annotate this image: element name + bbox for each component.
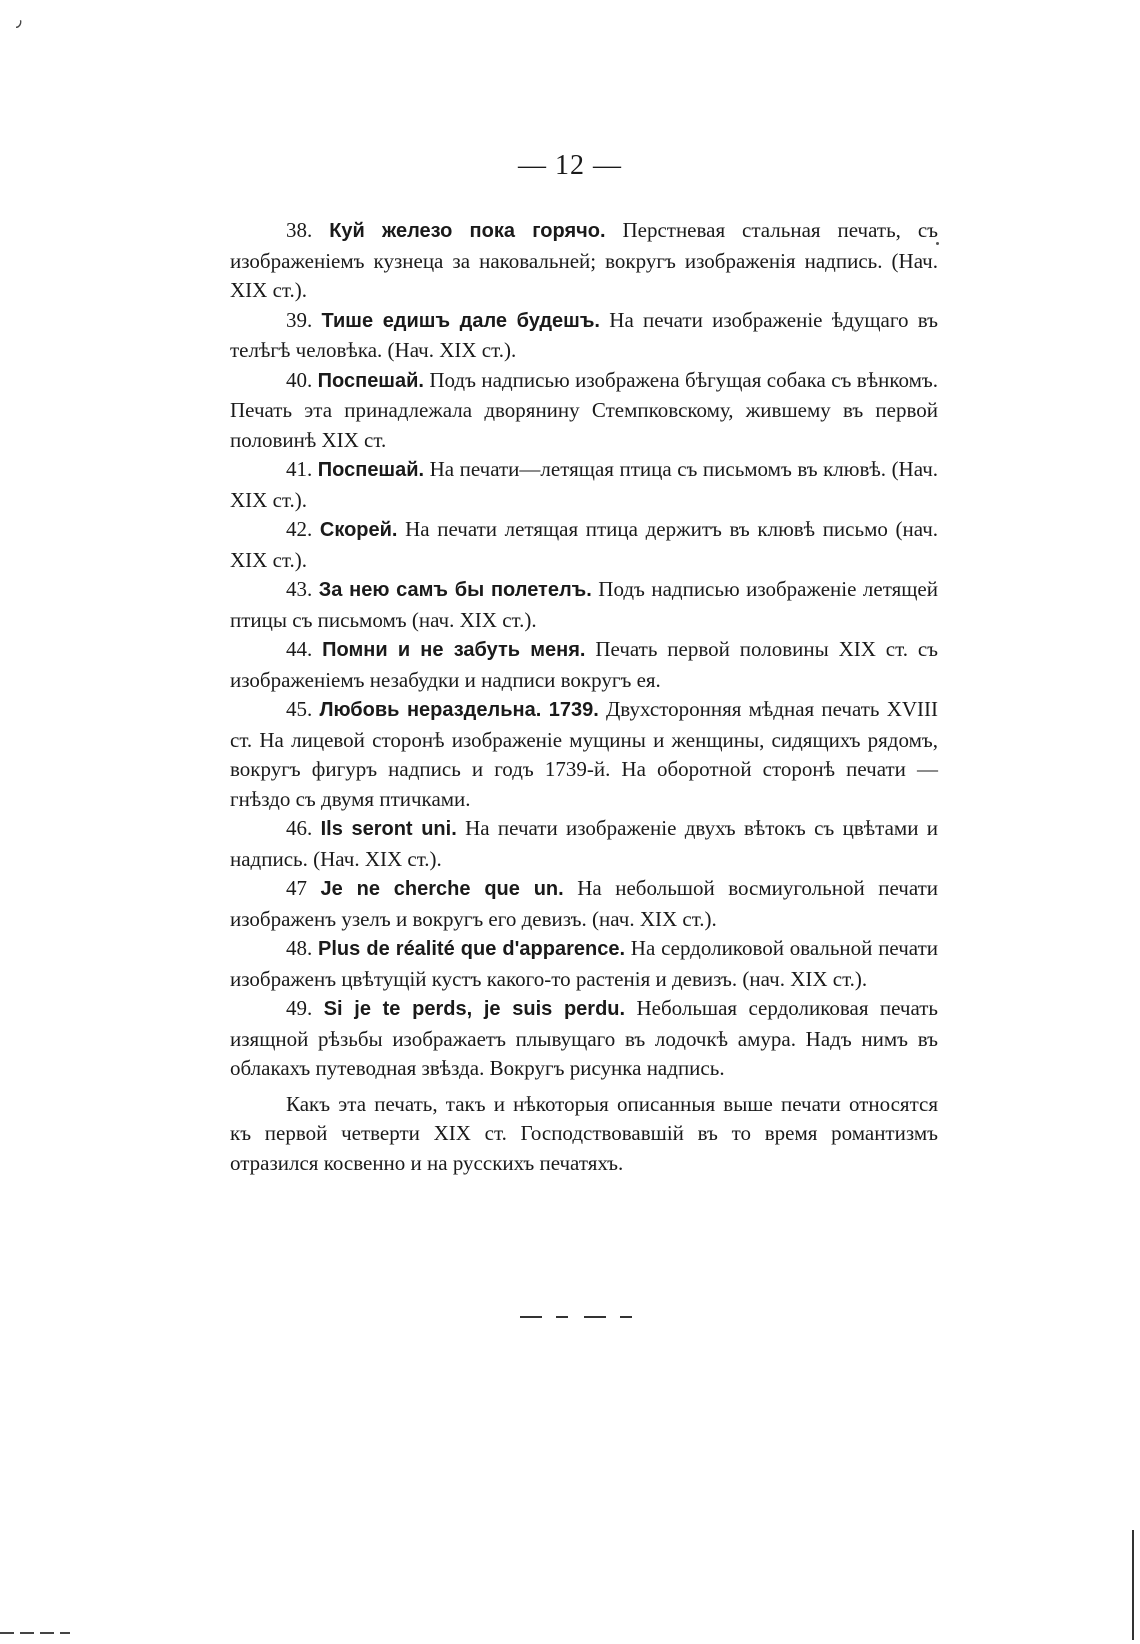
entry-48: 48. Plus de réalité que d'apparence. На сердоликовой овальной печати изображенъ цвѣтущій кустъ какого-то растенія и девизъ. (нач. XIX ст.). [230,936,938,991]
closing-paragraph: Какъ эта печать, такъ и нѣкоторыя описанныя выше печати относятся къ первой четверти XIX ст. Господствовавшій въ то время романтизмъ отразился косвенно и на русскихъ печатяхъ. [230,1091,938,1175]
entry-motto: Si je te perds, je suis perdu. [323,998,626,1020]
entry-46: 46. Ils seront uni. На печати изображеніе двухъ вѣтокъ съ цвѣтами и надпись. (Нач. XIX ст.). [230,816,938,871]
entry-41: 41. Поспешай. На печати—летящая птица съ письмомъ въ клювѣ. (Нач. XIX ст.). [230,457,939,512]
entry-description: На печати изображеніе двухъ вѣтокъ съ цвѣтами и надпись. (Нач. XIX ст.). [230,816,938,871]
entry-45: 45. Любовь нераздельна. 1739. Двухсторонняя мѣдная печать XVIII ст. На лицевой сторонѣ изображеніе мущины и женщины, сидящихъ рядомъ, вокругъ фигуръ надпись и годъ 1739-й. На оборотной сторонѣ печати — гнѣздо съ двумя птичками. [230,697,939,811]
end-ornament-rule [520,1316,640,1318]
entry-description: Подъ надписью изображена бѣгущая собака съ вѣнкомъ. Печать эта принадлежала дворянину Стемпковскому, жившему въ первой половинѣ XIX ст. [230,367,938,452]
paper-speck [936,242,939,245]
entry-description: На сердоликовой овальной печати изображенъ цвѣтущій кустъ какого-то растенія и девизъ. (нач. XIX ст.). [230,936,938,991]
corner-ink-mark: ٫ [16,10,22,31]
entry-motto: Поспешай. [317,369,424,392]
entry-40: 40. Поспешай. Подъ надписью изображена бѣгущая собака съ вѣнкомъ. Печать эта принадлежала дворянину Стемпковскому, жившему въ первой половинѣ XIX ст. [230,367,938,452]
entry-description: Перстневая стальная печать, съ изображеніемъ кузнеца за наковальней; вокругъ изображенія надпись. (Нач. XIX ст.). [230,218,939,302]
entry-description: Двухсторонняя мѣдная печать XVIII ст. На лицевой сторонѣ изображеніе мущины и женщины, сидящихъ рядомъ, вокругъ фигуръ надпись и годъ 1739-й. На оборотной сторонѣ печати — гнѣздо съ двумя птичками. [230,697,939,811]
entry-motto: Помни и не забуть меня. [322,639,586,661]
entry-motto: Plus de réalité que d'apparence. [318,938,626,960]
entry-description: Небольшая сердоликовая печать изящной рѣзьбы изображаетъ плывущаго въ лодочкѣ амура. Надъ нимъ въ облакахъ путеводная звѣзда. Вокругъ рисунка надпись. [230,996,939,1080]
entry-description: На небольшой восмиугольной печати изображенъ узелъ и вокругъ его девизъ. (нач. XIX ст.). [230,876,939,931]
entry-motto: Скорей. [319,519,398,541]
entry-description: Печать первой половины XIX ст. съ изображеніемъ незабудки и надписи вокругъ ея. [230,637,939,692]
entry-description: Подъ надписью изображеніе летящей птицы съ письмомъ (нач. XIX ст.). [230,577,938,632]
entry-42: 42. Скорей. На печати летящая птица держитъ въ клювѣ письмо (нач. XIX ст.). [230,517,938,572]
entry-description: На печати изображеніе ѣдущаго въ телѣгѣ человѣка. (Нач. XIX ст.). [230,307,939,362]
entry-39: 39. Тише едишъ дале будешъ. На печати изображеніе ѣдущаго въ телѣгѣ человѣка. (Нач. XIX ст.). [230,307,939,362]
entry-49: 49. Si je te perds, je suis perdu. Небольшая сердоликовая печать изящной рѣзьбы изображаетъ плывущаго въ лодочкѣ амура. Надъ нимъ въ облакахъ путеводная звѣзда. Вокругъ рисунка надпись. [230,996,939,1080]
entry-motto: Куй железо пока горячо. [329,220,606,242]
page-edge-line [1132,1530,1134,1640]
page-number: — 12 — [518,150,622,181]
entry-motto: Ils seront uni. [320,818,457,840]
body-text [230,216,938,1178]
entry-description: На печати—летящая птица съ письмомъ въ клювѣ. (Нач. XIX ст.). [230,457,939,512]
entry-motto: Поспешай. [317,459,425,481]
entry-43: 43. За нею самъ бы полетелъ. Подъ надписью изображеніе летящей птицы съ письмомъ (нач. XIX ст.). [230,577,938,632]
entry-44: 44. Помни и не забуть меня. Печать первой половины XIX ст. съ изображеніемъ незабудки и надписи вокругъ ея. [230,637,939,692]
entry-47: 47 Je ne cherche que un. На небольшой восмиугольной печати изображенъ узелъ и вокругъ его девизъ. (нач. XIX ст.). [230,876,939,931]
entry-38: 38. Куй железо пока горячо. Перстневая стальная печать, съ изображеніемъ кузнеца за наковальней; вокругъ изображенія надпись. (Нач. XIX ст.). [230,218,939,302]
entry-motto: Любовь нераздельна. 1739. [319,699,599,721]
entry-motto: Je ne cherche que un. [320,878,564,900]
entry-motto: Тише едишъ дале будешъ. [321,309,600,332]
scan-edge-rule [0,1632,70,1634]
entry-description: На печати летящая птица держитъ въ клювѣ письмо (нач. XIX ст.). [230,517,938,572]
entry-motto: За нею самъ бы полетелъ. [318,579,592,601]
